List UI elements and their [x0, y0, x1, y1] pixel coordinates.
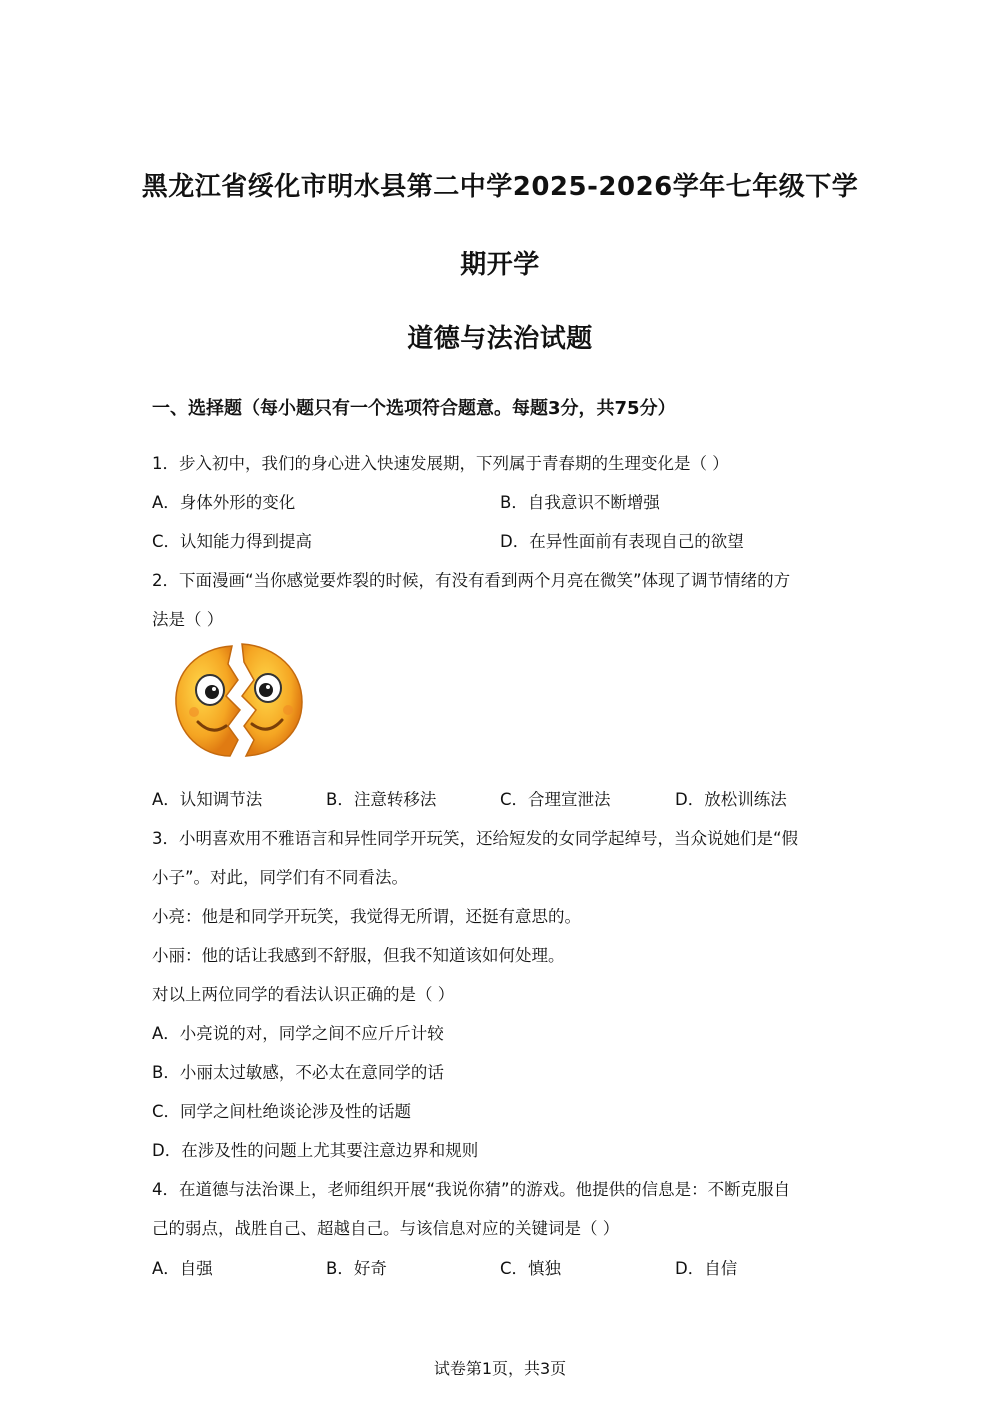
exam-subject-title: 道德与法治试题	[407, 324, 593, 354]
question-3-stem-line1: 3．小明喜欢用不雅语言和异性同学开玩笑，还给短发的女同学起绰号，当众说她们是“假	[152, 829, 799, 848]
question-3-option-c: C．同学之间杜绝谈论涉及性的话题	[152, 1102, 412, 1121]
cracked-smiley-cartoon-image	[168, 640, 310, 762]
question-1-stem: 1．步入初中，我们的身心进入快速发展期，下列属于青春期的生理变化是（ ）	[152, 454, 729, 473]
question-4-option-d: D．自信	[675, 1259, 738, 1278]
section-heading: 一、选择题（每小题只有一个选项符合题意。每题3分，共75分）	[152, 398, 676, 419]
question-3-option-d: D．在涉及性的问题上尤其要注意边界和规则	[152, 1141, 479, 1160]
question-1-option-a: A．身体外形的变化	[152, 493, 296, 512]
question-2-option-d: D．放松训练法	[675, 790, 787, 809]
question-4-option-b: B．好奇	[326, 1259, 387, 1278]
question-4-stem-line1: 4．在道德与法治课上，老师组织开展“我说你猜”的游戏。他提供的信息是：不断克服自	[152, 1180, 791, 1199]
question-1-option-d: D．在异性面前有表现自己的欲望	[500, 532, 744, 551]
question-3-option-b: B．小丽太过敏感，不必太在意同学的话	[152, 1063, 444, 1082]
question-3-stem-line2: 小子”。对此，同学们有不同看法。	[152, 868, 409, 887]
page-footer: 试卷第1页，共3页	[433, 1359, 567, 1378]
exam-title-line2: 期开学	[460, 250, 540, 280]
question-3-stem-line3: 小亮：他是和同学开玩笑，我觉得无所谓，还挺有意思的。	[152, 907, 581, 926]
question-3-option-a: A．小亮说的对，同学之间不应斤斤计较	[152, 1024, 444, 1043]
exam-title-line1: 黑龙江省绥化市明水县第二中学2025-2026学年七年级下学	[141, 172, 859, 202]
question-2-option-c: C．合理宣泄法	[500, 790, 611, 809]
question-4-option-c: C．慎独	[500, 1259, 562, 1278]
question-4-option-a: A．自强	[152, 1259, 213, 1278]
question-2-stem-line1: 2．下面漫画“当你感觉要炸裂的时候，有没有看到两个月亮在微笑”体现了调节情绪的方	[152, 571, 791, 590]
question-3-stem-line4: 小丽：他的话让我感到不舒服，但我不知道该如何处理。	[152, 946, 565, 965]
question-1-option-c: C．认知能力得到提高	[152, 532, 313, 551]
question-2-option-b: B．注意转移法	[326, 790, 437, 809]
question-3-stem-line5: 对以上两位同学的看法认识正确的是（ ）	[152, 985, 455, 1004]
question-4-stem-line2: 己的弱点，战胜自己、超越自己。与该信息对应的关键词是（ ）	[152, 1219, 620, 1238]
question-2-option-a: A．认知调节法	[152, 790, 263, 809]
question-2-stem-line2: 法是（ ）	[152, 610, 224, 629]
question-1-option-b: B．自我意识不断增强	[500, 493, 660, 512]
